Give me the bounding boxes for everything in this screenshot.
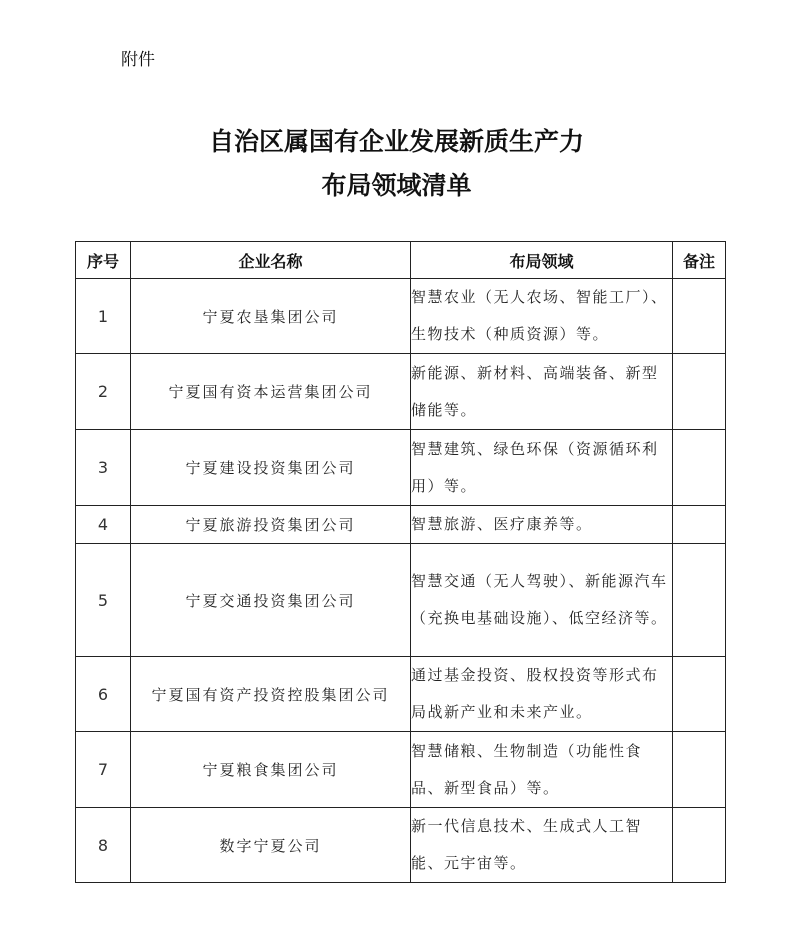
attachment-label: 附件 bbox=[121, 50, 155, 70]
row-company: 宁夏国有资产投资控股集团公司 bbox=[131, 657, 411, 732]
table-header-row bbox=[76, 242, 726, 279]
table-row bbox=[76, 506, 726, 544]
header-note: 备注 bbox=[673, 242, 726, 279]
layout-field-table bbox=[75, 241, 726, 883]
table-row bbox=[76, 808, 726, 883]
row-company: 宁夏交通投资集团公司 bbox=[131, 544, 411, 657]
row-company: 数字宁夏公司 bbox=[131, 808, 411, 883]
table-row bbox=[76, 544, 726, 657]
row-note bbox=[673, 279, 726, 354]
row-seq: 5 bbox=[76, 544, 131, 657]
row-field: 智慧农业（无人农场、智能工厂）、生物技术（种质资源）等。 bbox=[411, 279, 673, 354]
row-note bbox=[673, 430, 726, 506]
table-row bbox=[76, 657, 726, 732]
row-seq: 2 bbox=[76, 354, 131, 430]
row-company: 宁夏建设投资集团公司 bbox=[131, 430, 411, 506]
row-company: 宁夏旅游投资集团公司 bbox=[131, 506, 411, 544]
row-field: 智慧交通（无人驾驶）、新能源汽车（充换电基础设施）、低空经济等。 bbox=[411, 544, 673, 657]
row-note bbox=[673, 657, 726, 732]
table-row bbox=[76, 354, 726, 430]
row-field: 智慧储粮、生物制造（功能性食品、新型食品）等。 bbox=[411, 732, 673, 808]
table-row bbox=[76, 430, 726, 506]
row-company: 宁夏农垦集团公司 bbox=[131, 279, 411, 354]
row-note bbox=[673, 732, 726, 808]
row-field: 智慧旅游、医疗康养等。 bbox=[411, 506, 673, 544]
row-field: 通过基金投资、股权投资等形式布局战新产业和未来产业。 bbox=[411, 657, 673, 732]
row-seq: 7 bbox=[76, 732, 131, 808]
row-note bbox=[673, 506, 726, 544]
header-company: 企业名称 bbox=[131, 242, 411, 279]
row-note bbox=[673, 354, 726, 430]
row-seq: 1 bbox=[76, 279, 131, 354]
row-note bbox=[673, 544, 726, 657]
row-seq: 8 bbox=[76, 808, 131, 883]
row-company: 宁夏粮食集团公司 bbox=[131, 732, 411, 808]
row-field: 智慧建筑、绿色环保（资源循环利用）等。 bbox=[411, 430, 673, 506]
document-title-line-1: 自治区属国有企业发展新质生产力 bbox=[208, 127, 584, 156]
table-row bbox=[76, 732, 726, 808]
row-seq: 4 bbox=[76, 506, 131, 544]
table-row bbox=[76, 279, 726, 354]
row-seq: 6 bbox=[76, 657, 131, 732]
row-field: 新能源、新材料、高端装备、新型储能等。 bbox=[411, 354, 673, 430]
row-company: 宁夏国有资本运营集团公司 bbox=[131, 354, 411, 430]
header-field: 布局领域 bbox=[411, 242, 673, 279]
row-field: 新一代信息技术、生成式人工智能、元宇宙等。 bbox=[411, 808, 673, 883]
row-note bbox=[673, 808, 726, 883]
row-seq: 3 bbox=[76, 430, 131, 506]
header-seq: 序号 bbox=[76, 242, 131, 279]
document-title-line-2: 布局领域清单 bbox=[321, 171, 472, 200]
